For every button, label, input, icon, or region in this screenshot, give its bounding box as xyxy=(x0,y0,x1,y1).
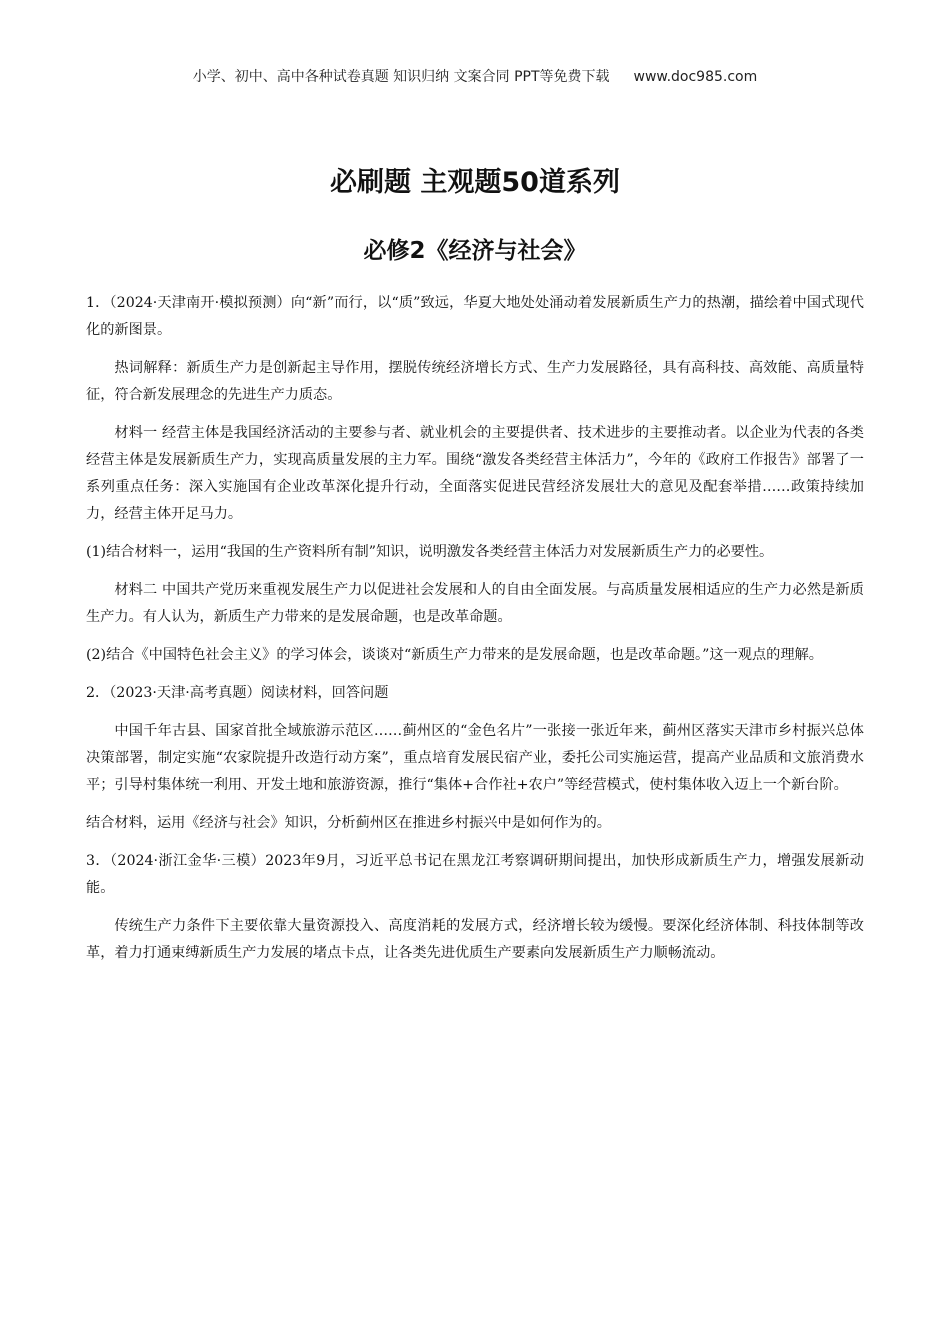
question-2-task: 结合材料，运用《经济与社会》知识，分析蓟州区在推进乡村振兴中是如何作为的。 xyxy=(86,815,611,831)
header-text: 小学、初中、高中各种试卷真题 知识归纳 文案合同 PPT等免费下载 xyxy=(192,69,610,85)
question-2-material: 中国千年古县、国家首批全域旅游示范区……蓟州区的“金色名片”一张接一张近年来，蓟州区落实天津市乡村振兴总体决策部署，制定实施“农家院提升改造行动方案”，重点培育发展民宿产业，委托公司实施运营，提高产业品质和文旅消费水平；引导村集体统一利用、开发土地和旅游资源，推行“集体+合作社+农户”等经营模式，使村集体收入迈上一个新台阶。 xyxy=(86,723,864,793)
document-title: 必刷题 主观题50道系列 xyxy=(330,167,620,198)
question-1-stem: 1．（2024·天津南开·模拟预测）向“新”而行，以“质”致远，华夏大地处处涌动着发展新质生产力的热潮，描绘着中国式现代化的新图景。 xyxy=(86,295,864,338)
question-3-stem: 3．（2024·浙江金华·三模）2023年9月，习近平总书记在黑龙江考察调研期间提出，加快形成新质生产力，增强发展新动能。 xyxy=(86,853,864,896)
question-2-stem: 2．（2023·天津·高考真题）阅读材料，回答问题 xyxy=(86,685,389,701)
question-3-material: 传统生产力条件下主要依靠大量资源投入、高度消耗的发展方式，经济增长较为缓慢。要深化经济体制、科技体制等改革，着力打通束缚新质生产力发展的堵点卡点，让各类先进优质生产要素向发展新质生产力顺畅流动。 xyxy=(86,918,864,961)
page-header xyxy=(0,66,950,86)
question-1-material-2: 材料二 中国共产党历来重视发展生产力以促进社会发展和人的自由全面发展。与高质量发展相适应的生产力必然是新质生产力。有人认为，新质生产力带来的是发展命题，也是改革命题。 xyxy=(86,582,864,625)
question-content xyxy=(86,290,864,978)
question-1-hotword: 热词解释：新质生产力是创新起主导作用，摆脱传统经济增长方式、生产力发展路径，具有高科技、高效能、高质量特征，符合新发展理念的先进生产力质态。 xyxy=(86,360,864,403)
question-1-sub-1: (1)结合材料一，运用“我国的生产资料所有制”知识，说明激发各类经营主体活力对发展新质生产力的必要性。 xyxy=(86,544,774,560)
header-site-link[interactable]: www.doc985.com xyxy=(633,69,758,85)
question-1-material-1: 材料一 经营主体是我国经济活动的主要参与者、就业机会的主要提供者、技术进步的主要推动者。以企业为代表的各类经营主体是发展新质生产力，实现高质量发展的主力军。围绕“激发各类经营主体活力”，今年的《政府工作报告》部署了一系列重点任务：深入实施国有企业改革深化提升行动，全面落实促进民营经济发展壮大的意见及配套举措……政策持续加力，经营主体开足马力。 xyxy=(86,425,864,522)
document-subtitle: 必修2《经济与社会》 xyxy=(363,238,587,264)
question-1-sub-2: (2)结合《中国特色社会主义》的学习体会，谈谈对“新质生产力带来的是发展命题，也是改革命题。”这一观点的理解。 xyxy=(86,647,823,663)
